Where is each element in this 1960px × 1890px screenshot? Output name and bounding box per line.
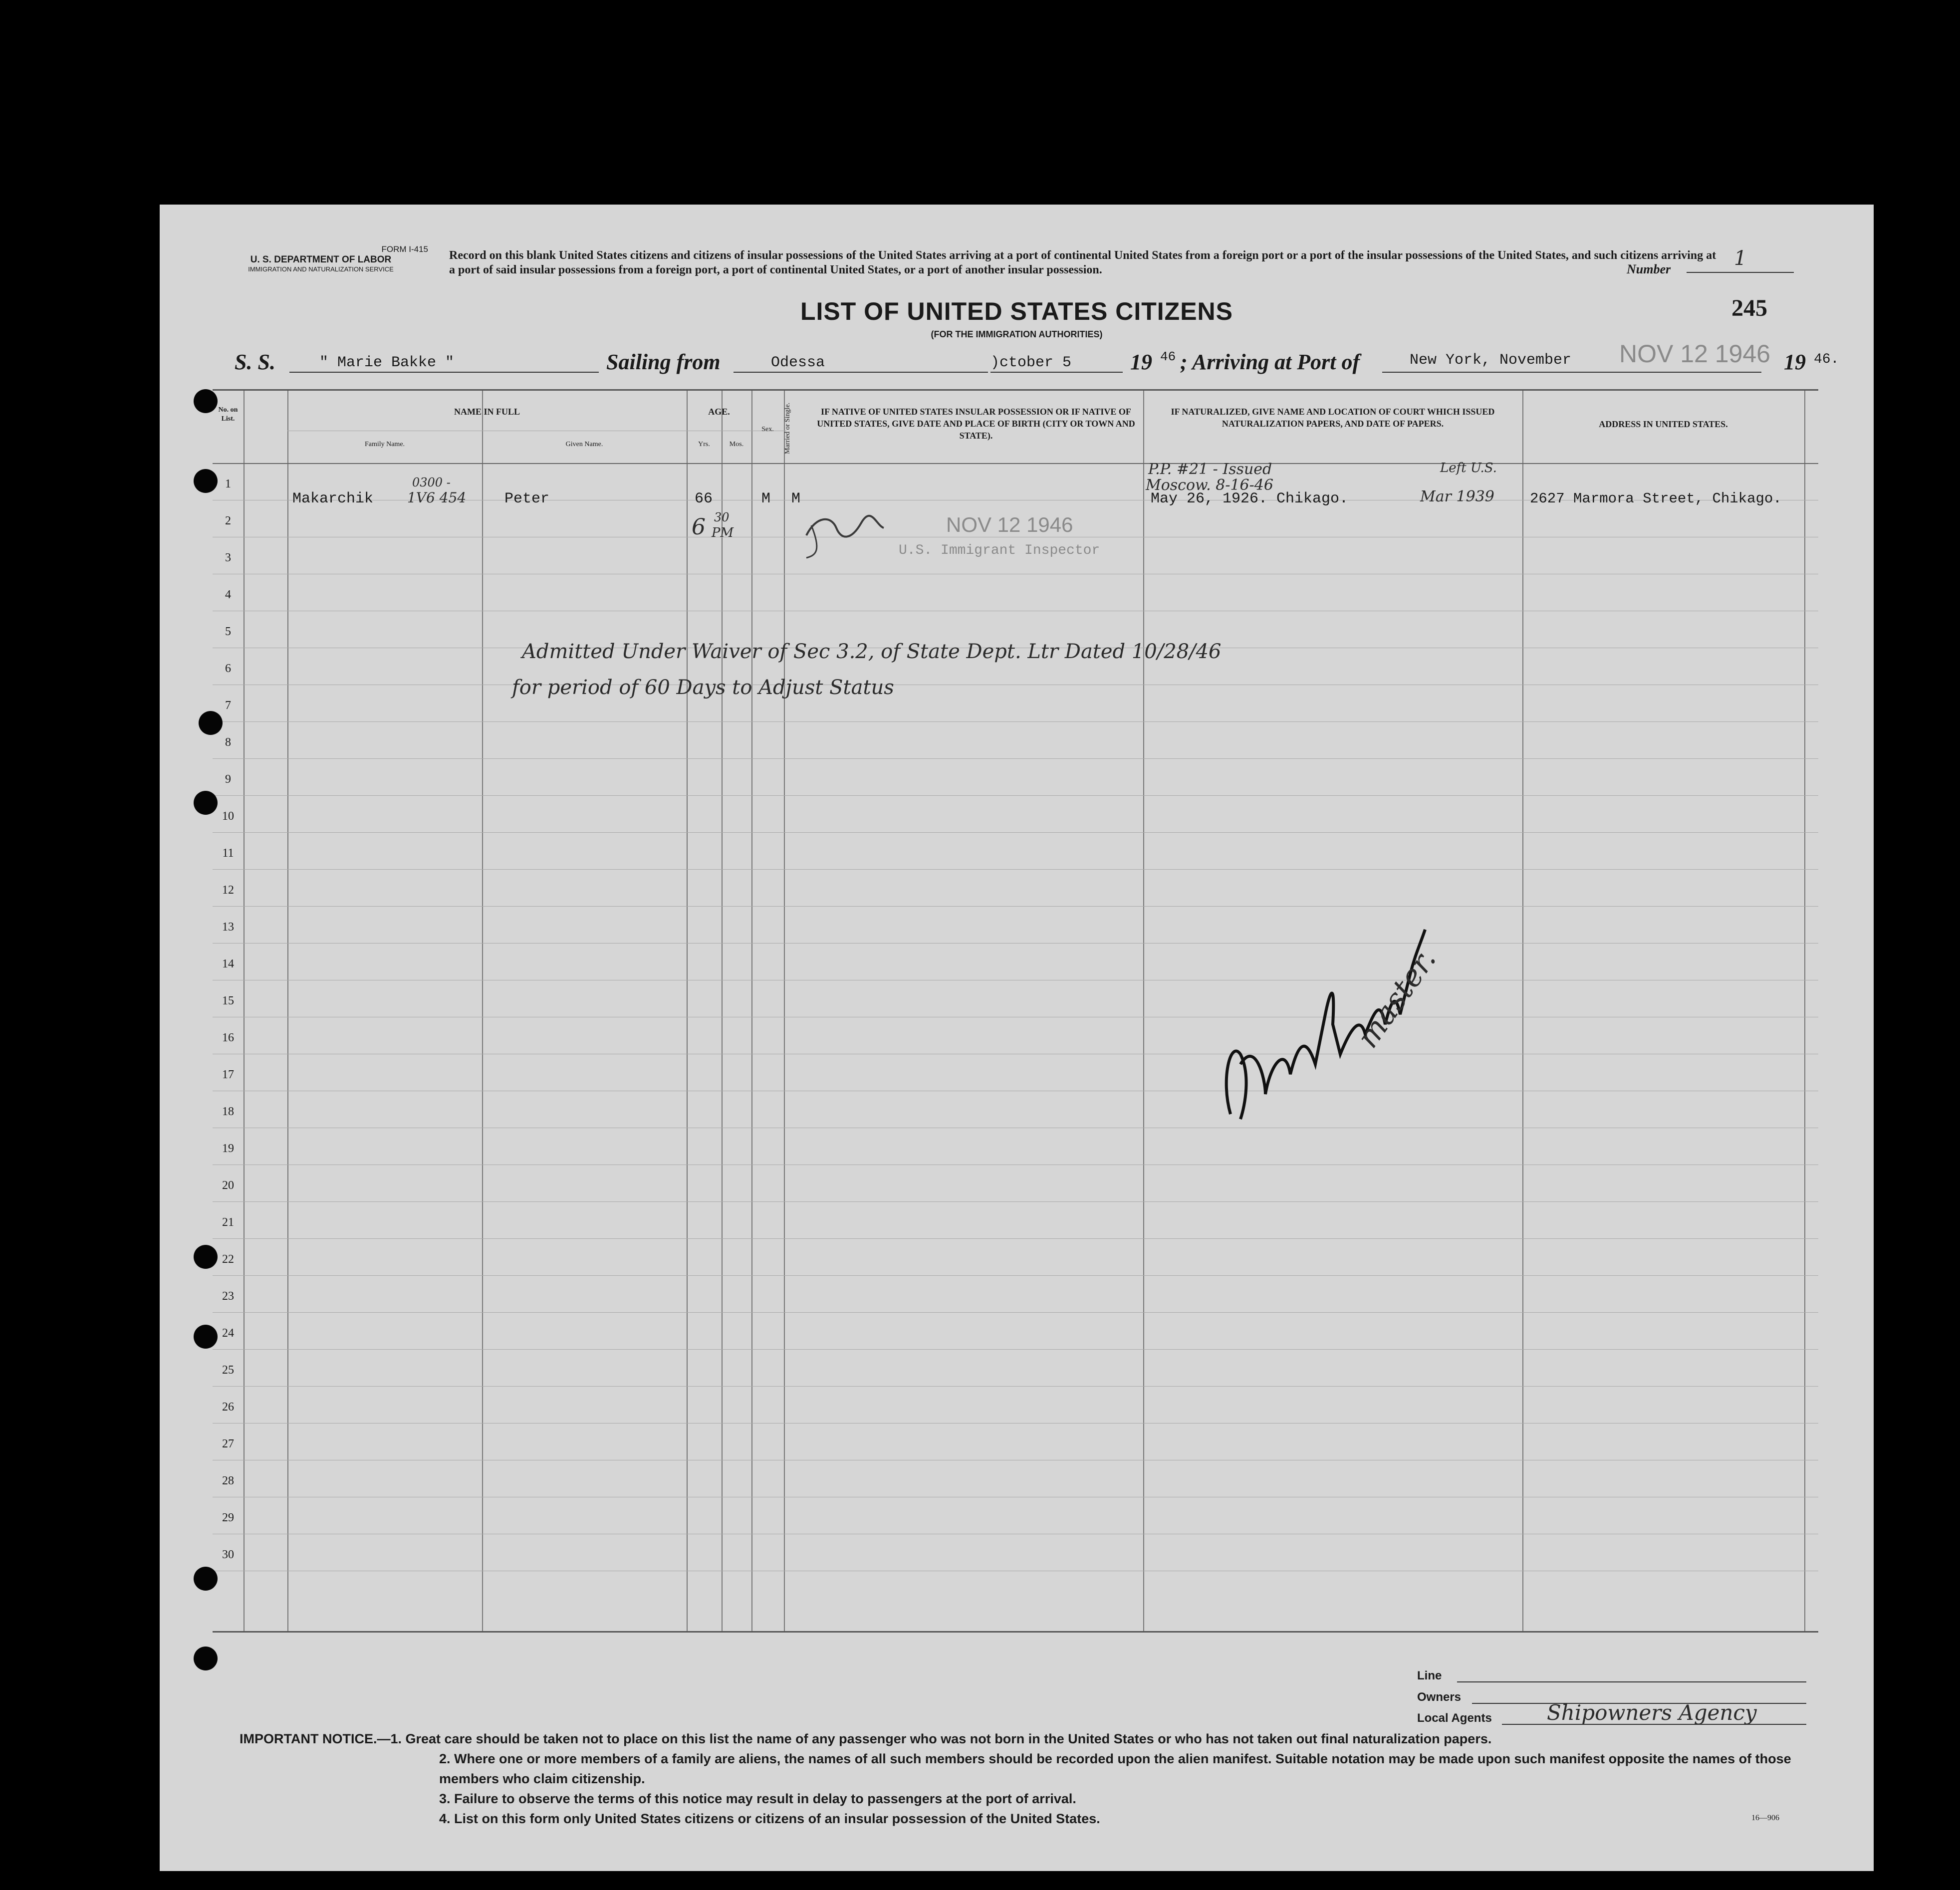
row-number: 10 <box>222 810 234 823</box>
file-note-1: 0300 - <box>412 475 451 489</box>
punch-hole <box>194 1325 218 1349</box>
row-number: 5 <box>225 625 231 638</box>
family-name: Makarchik <box>292 490 374 507</box>
sailing-date: )ctober 5 <box>990 354 1072 371</box>
notice-title: IMPORTANT NOTICE. <box>240 1731 377 1746</box>
year-prefix-2: 19 <box>1784 350 1806 374</box>
row-number: 2 <box>225 514 231 527</box>
col-divider <box>722 391 723 1631</box>
row-number: 16 <box>222 1031 234 1044</box>
ss-label: S. S. <box>235 350 275 374</box>
col-divider <box>482 391 483 1631</box>
document-title: LIST OF UNITED STATES CITIZENS <box>800 297 1233 325</box>
sailing-port: Odessa <box>771 354 825 371</box>
row-number: 18 <box>222 1105 234 1118</box>
row-line <box>213 906 1818 907</box>
row-number: 21 <box>222 1216 234 1229</box>
instructions-paragraph: Record on this blank United States citizens and citizens of insular possessions of the United States arriving at a port of continental United States from a foreign port or a port of the insular possessions of the United States, and such citizens arriving at a port of said insular possessions from a foreign port, a port of continental United States, or a port of another insular possession. <box>449 249 1716 276</box>
row-line <box>213 1386 1818 1387</box>
arrival-year: 46. <box>1814 352 1839 367</box>
passenger-table <box>213 389 1818 1633</box>
row-number: 30 <box>222 1548 234 1561</box>
col-divider <box>244 391 245 1631</box>
date-underline <box>990 372 1123 373</box>
row-number: 4 <box>225 588 231 601</box>
notice-item-3: 3. Failure to observe the terms of this notice may result in delay to passengers at the port of arrival. <box>439 1791 1076 1806</box>
header-age: AGE. <box>708 407 730 417</box>
row2-hand-hour: 6 <box>692 514 706 540</box>
sailing-year: 46 <box>1160 349 1176 364</box>
inspector-stamp-date: NOV 12 1946 <box>946 513 1073 536</box>
row-number: 25 <box>222 1364 234 1377</box>
service-name: IMMIGRATION AND NATURALIZATION SERVICE <box>248 265 394 273</box>
header-given-name: Given Name. <box>565 441 603 448</box>
form-number: FORM I-415 <box>381 244 428 254</box>
row-number: 14 <box>222 957 234 970</box>
row-line <box>213 758 1818 759</box>
notice-item-4: 4. List on this form only United States citizens or citizens of an insular possession of the United States. <box>439 1811 1100 1826</box>
page-number: 245 <box>1731 295 1767 321</box>
arrival-port: New York, November <box>1410 352 1572 369</box>
header-name-in-full: NAME IN FULL <box>454 407 520 417</box>
row-line <box>213 943 1818 944</box>
naturalized-note-3: Left U.S. <box>1440 461 1497 475</box>
row-number: 7 <box>225 699 231 712</box>
line-label: Line <box>1417 1669 1442 1682</box>
marital-value: M <box>791 490 801 507</box>
header-sex: Sex. <box>761 426 774 433</box>
col-divider <box>287 391 288 1631</box>
row-number: 23 <box>222 1290 234 1303</box>
header-divider <box>213 463 1818 464</box>
row-number: 3 <box>225 551 231 564</box>
given-name: Peter <box>504 490 550 507</box>
naturalized-note-2: Moscow. 8-16-46 <box>1146 476 1273 494</box>
row-number: 15 <box>222 994 234 1007</box>
sex-value: M <box>761 490 771 507</box>
row-number: 1 <box>225 477 231 490</box>
admission-note-line-2: for period of 60 Days to Adjust Status <box>512 676 894 699</box>
row-number: 24 <box>222 1327 234 1340</box>
arrival-date-stamp: NOV 12 1946 <box>1619 340 1770 368</box>
master-label: master. <box>1350 943 1443 1055</box>
col-divider <box>751 391 752 1631</box>
row-line <box>213 721 1818 722</box>
header-months: Mos. <box>729 441 744 448</box>
col-divider <box>1143 391 1144 1631</box>
row-line <box>213 1238 1818 1239</box>
col-divider <box>1804 391 1805 1631</box>
row-number: 17 <box>222 1068 234 1081</box>
row-line <box>213 1201 1818 1202</box>
header-address: ADDRESS IN UNITED STATES. <box>1599 419 1728 429</box>
inspector-stamp-title: U.S. Immigrant Inspector <box>899 543 1100 558</box>
us-address: 2627 Marmora Street, Chikago. <box>1530 490 1782 507</box>
arrival-underline <box>1382 372 1761 373</box>
row-line <box>213 795 1818 796</box>
header-years: Yrs. <box>698 441 710 448</box>
form-code: 16—906 <box>1751 1814 1779 1822</box>
notice-item-1: —1. Great care should be taken not to place on this list the name of any passenger who was not born in the United States or who has not taken out final naturalization papers. <box>377 1731 1492 1746</box>
naturalized-note-1: P.P. #21 - Issued <box>1148 461 1272 478</box>
naturalization-court: May 26, 1926. Chikago. <box>1151 490 1349 507</box>
ship-name: " Marie Bakke " <box>319 354 455 371</box>
punch-hole <box>194 1647 218 1670</box>
naturalized-note-4: Mar 1939 <box>1420 488 1494 505</box>
department-name: U. S. DEPARTMENT OF LABOR <box>250 254 392 265</box>
number-underline <box>1687 272 1794 273</box>
col-divider <box>1522 391 1523 1631</box>
number-value: 1 <box>1734 247 1747 270</box>
col-divider <box>784 391 785 1631</box>
row-number: 12 <box>222 884 234 897</box>
inspector-signature-icon <box>801 505 886 560</box>
sailing-underline <box>734 372 988 373</box>
department-block <box>214 244 428 273</box>
punch-hole <box>194 469 218 493</box>
arriving-label: ; Arriving at Port of <box>1180 350 1360 374</box>
owners-label: Owners <box>1417 1690 1462 1704</box>
row-line <box>213 869 1818 870</box>
punch-hole <box>194 1245 218 1269</box>
row-number: 9 <box>225 773 231 786</box>
master-signature-icon <box>1211 915 1440 1129</box>
punch-hole <box>194 791 218 815</box>
local-agents-label: Local Agents <box>1417 1711 1492 1725</box>
notice-item-2: 2. Where one or more members of a family are aliens, the names of all such members should be recorded upon the alien manifest. Suitable notation may be made upon such manifest opposite the names of those members who claim citizenship. <box>439 1751 1791 1786</box>
row2-hand-pm: PM <box>712 525 734 540</box>
header-no-on-list: No. on List. <box>218 406 238 423</box>
row-number: 20 <box>222 1179 234 1192</box>
row2-hand-minutes: 30 <box>714 510 730 524</box>
punch-hole <box>194 1567 218 1591</box>
punch-hole <box>199 711 223 735</box>
local-agents-value: Shipowners Agency <box>1547 1700 1757 1725</box>
row-line <box>213 1275 1818 1276</box>
row-number: 29 <box>222 1511 234 1524</box>
row-number: 22 <box>222 1253 234 1266</box>
col-divider <box>687 391 688 1631</box>
row-number: 8 <box>225 736 231 749</box>
row-line <box>213 832 1818 833</box>
sailing-label: Sailing from <box>606 350 721 374</box>
row-number: 26 <box>222 1401 234 1414</box>
row-line <box>213 1349 1818 1350</box>
row-number: 27 <box>222 1437 234 1450</box>
age-years: 66 <box>695 490 713 507</box>
row-number: 11 <box>222 847 234 860</box>
manifest-page <box>160 205 1874 1871</box>
row-number: 19 <box>222 1142 234 1155</box>
header-married-single: Married or Single. <box>784 402 791 454</box>
important-notice <box>240 1729 1836 1829</box>
row-number: 6 <box>225 662 231 675</box>
header-naturalized: IF NATURALIZED, GIVE NAME AND LOCATION OF COURT WHICH ISSUED NATURALIZATION PAPERS, AND DATE OF PAPERS. <box>1171 407 1495 429</box>
file-note-2: 1V6 454 <box>407 489 467 506</box>
row-line <box>213 1312 1818 1313</box>
punch-hole <box>194 389 218 413</box>
header-family-name: Family Name. <box>364 441 405 448</box>
admission-note-line-1: Admitted Under Waiver of Sec 3.2, of State Dept. Ltr Dated 10/28/46 <box>522 640 1222 663</box>
document-subtitle: (FOR THE IMMIGRATION AUTHORITIES) <box>931 329 1103 339</box>
line-underline <box>1457 1681 1806 1682</box>
ship-underline <box>289 372 599 373</box>
year-prefix-1: 19 <box>1130 350 1152 374</box>
row-number: 28 <box>222 1474 234 1487</box>
row-number: 13 <box>222 921 234 934</box>
number-label: Number <box>1627 262 1671 276</box>
header-native-birthplace: IF NATIVE OF UNITED STATES INSULAR POSSESSION OR IF NATIVE OF UNITED STATES, GIVE DATE AND PLACE OF BIRTH (CITY OR TOWN AND STATE). <box>817 407 1135 441</box>
